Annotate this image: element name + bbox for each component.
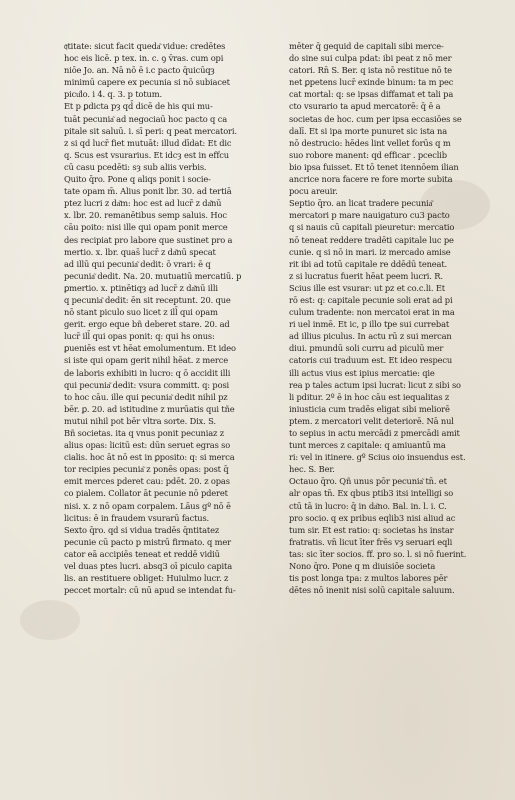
text-line: li pditur. 2º ē in hoc cāu est iequalitas z — [289, 391, 450, 402]
text-line: mēter q̄ gequid de capitali sibi merce- — [289, 41, 444, 51]
text-line: ctū tā in lucro: q̄ in da͂no. Bal. in. l. i. C. — [289, 500, 447, 511]
text-line: pocu areuir. — [289, 186, 338, 197]
text-line: net ꝑpetens lucr̄ exinde binum: ta m pec — [289, 77, 454, 88]
text-line: vel duas ptes lucri. absq3 oī piculo capita — [64, 561, 233, 572]
text-line: ri uel inmē. Et ic, p illo tpe sui currebat — [289, 319, 450, 330]
text-line: lis. an restituere obliget: Huiulmo lucr. z — [64, 573, 229, 584]
text-line: Bñ societas. ita q vnus ponit pecuniaz z — [64, 428, 224, 438]
paper-stain — [20, 600, 80, 640]
text-line: tor recipies pecunia͂ z ponēs opas: post q̄ — [64, 464, 229, 475]
text-line: tate opam m̄. Alius ponit lbr. 30. ad tertiā — [64, 186, 232, 197]
text-line: q si nauis cū capitali pieuretur: mercatio — [289, 222, 455, 233]
text-line: cāu poito: nisi ille qui opam ponit merce — [64, 222, 228, 233]
text-line: hoc eis licē. p tex. in. c. ꝯ v̄ras. cum opi — [64, 53, 224, 64]
text-line: fratratis. vn̄ licut īter frēs vȝ seruari eqli — [289, 536, 453, 547]
text-line: tum sir. Et est ratio: q: societas hs instar — [289, 524, 454, 535]
text-line: to hoc cāu. ille qui pecunia͂ dedit nihil pz — [64, 391, 228, 402]
text-line: iniusticia cum tradēs eligat sibi meliorē — [289, 403, 450, 414]
text-line: picu͂lo. i 4. q. 3. p totum. — [64, 89, 162, 100]
text-line: ptez lucri z da͂m: hoc est ad lucr̄ z da͂nū — [64, 198, 222, 209]
text-line: pro socio. q ex pribus eqlib3 nisi aliud ac — [289, 512, 456, 523]
text-line: Nono q̄ro. Pone q m diuisiōe societa — [289, 561, 436, 572]
text-line: nō teneat reddere tradēti capitale luc pe — [289, 234, 454, 245]
text-line: ad illū qui pecunia͂ dedit: ō vrari: ē q — [64, 258, 211, 269]
text-line: mercatori p mare nauigaturo cu3 pacto — [289, 210, 450, 221]
text-line: Quito q̄ro. Pone q aliqs ponit i socie- — [64, 174, 211, 185]
text-line: 𝔮titate: sicut facit queda͂ vidue: credētes — [64, 41, 226, 51]
text-line: catori. Rn̄ S. Ber. q ista nō restitue nō te — [289, 65, 452, 76]
text-line: bio ipsa fuisset. Et tō tenet itennōem ilian — [289, 161, 459, 172]
text-line: alr opas tn̄. Ex qbus ptib3 itsi intelligi so — [289, 488, 454, 499]
text-line: cunie. q si nō in mari. iz mercado amise — [289, 246, 451, 257]
text-line: rea p tales actum ipsi lucrat: licut z sibi so — [289, 379, 461, 390]
text-line: z si qd lucr̄ fiet mutuāt: illud dīdat: Et dic — [64, 137, 232, 148]
text-line: nisi. x. z nō opam corpalem. Lāus gº nō ē — [64, 500, 231, 511]
text-line: dalī. Et si ipa morte punuret sic ista na — [289, 125, 448, 136]
text-line: alius opas: licitū est: dūn seruet egras so — [64, 440, 231, 451]
text-line: ꝑueniēs est vt hēat emolumentum. Et ideo — [64, 343, 236, 354]
text-line: pitale sit saluū. i. sī peri: q peat mercatori. — [64, 125, 237, 136]
text-line: culum tradente: non mercatoi erat in ma — [289, 307, 455, 318]
text-line: ad illius piculus. In actu rū z sui mercan — [289, 331, 452, 342]
text-line: q. Scus est vsurarius. Et idcȝ est in effcu — [64, 149, 229, 160]
text-line: z si lucratus fuerit hēat peem lucri. R. — [289, 270, 443, 281]
text-line: tunt merces z capitale: q amiuantū ma — [289, 440, 446, 451]
text-line: ptem. z mercatori velit deteriorē. Nā nul — [289, 415, 454, 426]
text-line: mutui nihil pot bēr vltra sorte. Dix. S. — [64, 415, 216, 426]
text-line: pecunia͂ dedit. Na. 20. mutuatiū mercatiū. p — [64, 270, 242, 281]
text-line: catoris cui traduum est. Et ideo respecu — [289, 355, 453, 366]
text-line: dētes nō inenit nisi solū capitale saluum. — [289, 585, 455, 596]
text-line: cat mortal: q: se ipsas diffamat et tali pa — [289, 89, 454, 100]
text-line: bēr. ꝑ. 20. ad istitudine z murūatis qui tñe — [64, 403, 235, 414]
text-line: Et p ꝑdicta pȝ qd̄ dicē de his qui mu- — [64, 101, 213, 112]
text-line: tas: sic īter socios. ff. pro so. l. si nō fuerint. — [289, 548, 467, 559]
text-line: de laboris exhibiti in lucro: q ō accidit illi — [64, 367, 231, 378]
text-line: si iste qui opam gerit nihil hēat. z merce — [64, 355, 228, 366]
text-line: gerit. ergo eque bñ deberet stare. 20. ad — [64, 319, 230, 330]
text-line: Septio q̄ro. an licat tradere pecunia͂ — [289, 198, 433, 209]
text-line: cator eā accipiēs teneat et reddē vidiū — [64, 548, 220, 559]
text-line: hec. S. Ber. — [289, 464, 335, 475]
text-line: do sine sui culpa pdat: ibi peat z nō mer — [289, 53, 452, 64]
text-column-left — [64, 40, 274, 596]
text-line: minimū capere ex pecunia si nō subiacet — [64, 77, 230, 88]
text-line: illi actus vius est ipius mercatie: qie — [289, 367, 435, 378]
text-line: suo robore manent: qd efficar . pceclib — [289, 149, 447, 160]
text-line: peccet mortalr: cū nū apud se intendat fu- — [64, 585, 236, 596]
text-line: rit ibi ad totū capitale re ddēdū teneat. — [289, 258, 448, 269]
text-line: cialis. hoc āt nō est in ꝑposito: q: si merca — [64, 452, 235, 463]
text-line: tis post longa tpa: z multos labores pēr — [289, 573, 448, 584]
text-line: x. lbr. 20. remanētibus semp saluis. Hoc — [64, 210, 227, 221]
text-line: des recipiat pro labore que sustinet pro a — [64, 234, 233, 245]
text-line: tuāt pecunia͂ ad negociaū hoc pacto q ca — [64, 113, 227, 124]
text-line: nō stant piculo suo licet z ill̄ qui opam — [64, 307, 218, 318]
text-line: ꝑmertio. x. ptinētiqȝ ad lucr̄ z da͂nū illi — [64, 282, 218, 293]
text-line: to sepius in actu mercādi z pmercādi amit — [289, 428, 460, 438]
text-line: qui pecunia͂ dedit: vsura committ. q: posi — [64, 379, 230, 390]
text-line: ri: vel in itinere. gº Scius oio insuendus est. — [289, 452, 466, 463]
text-line: cū casu pcedēti: sȝ sub aliis verbis. — [64, 161, 207, 172]
text-line: societas de hoc. cum per ipsa eccasiōes se — [289, 113, 462, 124]
text-line: q pecunia͂ dedit: ēn sit receptunt. 20. que — [64, 294, 231, 305]
text-line: ancrice nora facere re fore morte subita — [289, 174, 453, 185]
text-line: Scius ille est vsurar: ut pz et co.c.li. Et — [289, 282, 445, 293]
text-line: Sexto q̄ro. qd si vidua tradēs q̄ntitatez — [64, 524, 220, 535]
text-line: cto vsurario ta apud mercatorē: q̄ ē a — [289, 101, 441, 112]
text-line: nō destrucio: hēdes lint vellet forūs q m — [289, 137, 451, 148]
text-line: licitus: ē in fraudem vsurarū factus. — [64, 512, 210, 523]
text-column-right — [289, 40, 499, 596]
text-line: lucr̄ ill̄ qui opas ponit: q: qui hs onus: — [64, 331, 215, 342]
text-line: rō est: q: capitale pecunie soli erat ad pi — [289, 294, 453, 305]
text-line: mertio. x. lbr. quas̄ lucr̄ z da͂nū specat — [64, 246, 216, 257]
text-line: Octauo q̄ro. Qñ unus pōr pecunia͂ tn̄. et — [289, 476, 447, 487]
text-line: co pialem. Collator āt pecunie nō pderet — [64, 488, 228, 499]
text-line: emit merces pderet cau: pdēt. 20. z opas — [64, 476, 230, 487]
text-line: pecunie cū pacto p mistrū firmato. q mer — [64, 536, 231, 547]
text-line: diui. pmundū soli curru ad piculū mer — [289, 343, 444, 354]
text-line: niōe Jo. an. Nā nō ē i.c pacto q̄uicūqȝ — [64, 65, 215, 76]
